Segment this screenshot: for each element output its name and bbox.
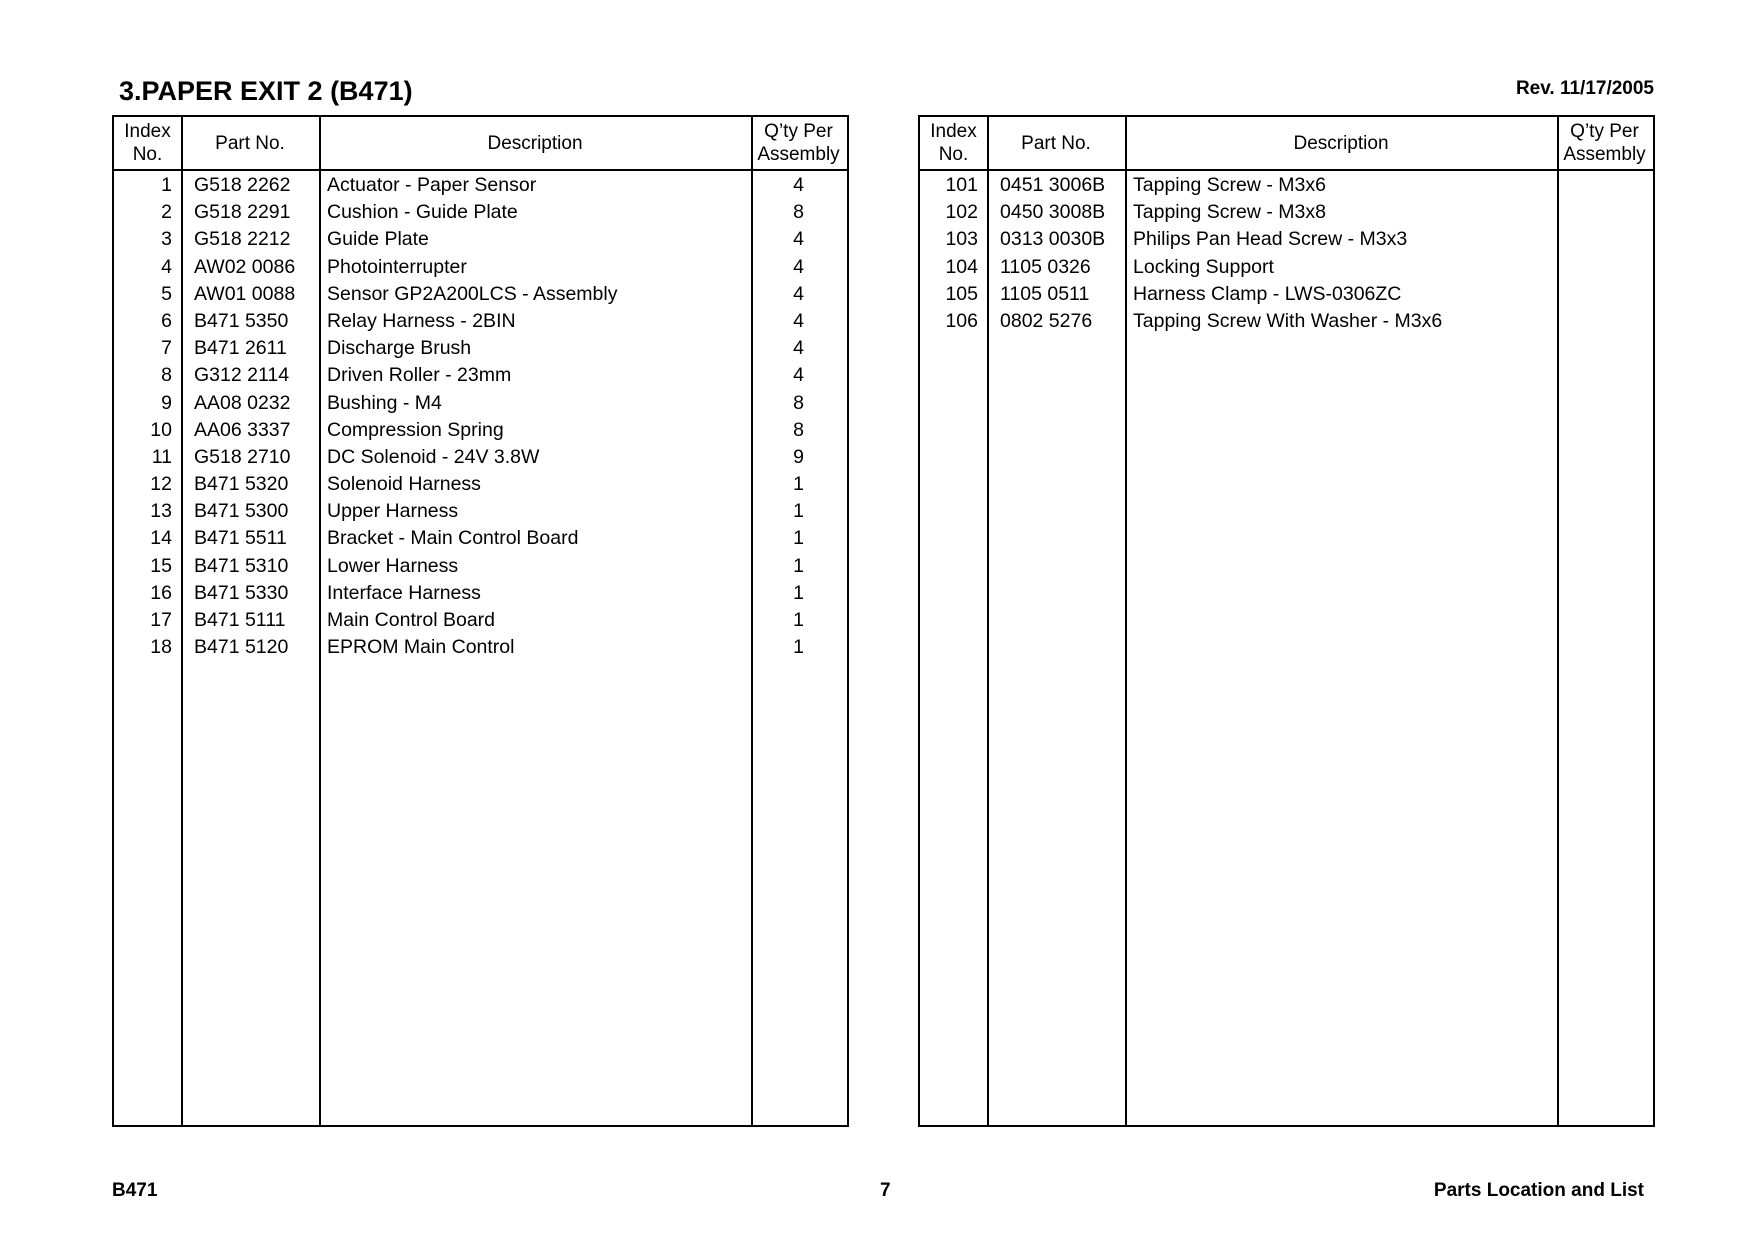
cell-qty <box>1557 172 1652 199</box>
cell-part-no: 1105 0511 <box>1000 282 1090 305</box>
table-row <box>920 308 1653 335</box>
cell-description: Main Control Board <box>327 609 495 631</box>
cell-part-no: 1105 0326 <box>1000 255 1091 278</box>
table-row <box>114 444 847 471</box>
cell-description: DC Solenoid - 24V 3.8W <box>327 445 540 468</box>
header-qty-line2: Assembly <box>757 144 840 165</box>
parts-table-left <box>112 115 849 1127</box>
header-qty-line2: Assembly <box>1563 144 1646 165</box>
cell-part-no: G518 2262 <box>194 174 291 196</box>
table-row <box>114 607 847 634</box>
cell-index: 9 <box>161 391 172 414</box>
cell-qty: 4 <box>793 228 804 251</box>
footer-model: B471 <box>112 1180 158 1201</box>
cell-qty <box>1557 226 1652 253</box>
header-divider <box>920 169 1653 171</box>
cell-description: Bushing - M4 <box>327 391 442 414</box>
cell-part-no: B471 5120 <box>194 636 289 659</box>
cell-qty: 1 <box>793 473 804 496</box>
cell-qty: 8 <box>793 201 804 224</box>
footer-section: Parts Location and List <box>1433 1180 1644 1201</box>
cell-index: 14 <box>150 527 172 550</box>
table-row <box>114 525 847 552</box>
table-row <box>920 281 1653 308</box>
table-row <box>114 553 847 580</box>
footer-page-number: 7 <box>880 1180 891 1201</box>
table-row <box>114 226 847 253</box>
cell-description: Cushion - Guide Plate <box>327 201 518 224</box>
cell-part-no: B471 5350 <box>194 309 289 332</box>
header-index-line2: No. <box>938 144 969 165</box>
parts-table-right <box>918 115 1655 1127</box>
cell-description: Bracket - Main Control Board <box>327 527 579 550</box>
table-row <box>114 390 847 417</box>
cell-index: 16 <box>150 581 172 604</box>
cell-part-no: B471 5111 <box>194 609 286 631</box>
cell-qty: 1 <box>793 527 804 550</box>
table-row <box>114 580 847 607</box>
cell-description: Relay Harness - 2BIN <box>327 309 516 332</box>
cell-description: Driven Roller - 23mm <box>327 364 512 387</box>
table-row <box>114 335 847 362</box>
cell-part-no: G518 2212 <box>194 228 291 251</box>
header-index-line1: Index <box>930 121 977 142</box>
cell-part-no: G518 2710 <box>194 445 291 468</box>
header-index <box>114 117 181 169</box>
cell-index: 17 <box>150 609 172 631</box>
revision-date: Rev. 11/17/2005 <box>1515 78 1654 99</box>
cell-part-no: B471 5330 <box>194 581 289 604</box>
cell-index: 6 <box>161 309 172 332</box>
cell-index: 5 <box>161 282 172 305</box>
cell-description: Sensor GP2A200LCS - Assembly <box>327 282 618 305</box>
header-index <box>920 117 987 169</box>
cell-part-no: B471 2611 <box>194 337 287 360</box>
table-row <box>114 199 847 226</box>
cell-description: Solenoid Harness <box>327 473 481 496</box>
cell-description: Tapping Screw - M3x6 <box>1133 174 1326 196</box>
cell-part-no: B471 5511 <box>194 527 287 550</box>
cell-index: 7 <box>161 337 172 360</box>
cell-part-no: AW02 0086 <box>194 255 296 278</box>
cell-description: Actuator - Paper Sensor <box>327 174 537 196</box>
cell-qty: 4 <box>793 174 804 196</box>
cell-part-no: AW01 0088 <box>194 282 296 305</box>
cell-qty: 1 <box>793 636 804 659</box>
cell-part-no: B471 5300 <box>194 500 289 523</box>
table-row <box>114 498 847 525</box>
header-qty-line1: Q’ty Per <box>764 121 833 142</box>
header-part-no: Part No. <box>1021 132 1091 154</box>
cell-index: 15 <box>150 554 172 577</box>
cell-description: Photointerrupter <box>327 255 467 278</box>
cell-index: 11 <box>151 445 172 468</box>
cell-qty: 1 <box>793 554 804 577</box>
cell-qty: 9 <box>793 445 804 468</box>
cell-index: 101 <box>945 174 978 196</box>
cell-part-no: AA06 3337 <box>194 418 291 441</box>
cell-qty: 8 <box>793 418 804 441</box>
cell-index: 3 <box>161 228 172 251</box>
cell-qty <box>1557 308 1652 335</box>
table-row <box>114 471 847 498</box>
cell-qty: 1 <box>793 609 804 631</box>
table-body-left <box>114 172 847 661</box>
table-row <box>114 308 847 335</box>
table-body-right <box>920 172 1653 335</box>
header-divider <box>114 169 847 171</box>
header-qty <box>751 117 846 169</box>
cell-part-no: B471 5310 <box>194 554 289 577</box>
cell-part-no: 0802 5276 <box>1000 309 1093 332</box>
header-part-no: Part No. <box>215 132 285 154</box>
table-row <box>114 362 847 389</box>
cell-description: Compression Spring <box>327 418 504 441</box>
cell-qty <box>1557 254 1652 281</box>
cell-qty: 1 <box>793 500 804 523</box>
cell-index: 2 <box>161 201 172 224</box>
cell-part-no: G312 2114 <box>194 364 290 387</box>
cell-description: Tapping Screw With Washer - M3x6 <box>1133 309 1443 332</box>
cell-qty: 4 <box>793 364 804 387</box>
cell-index: 103 <box>945 228 978 251</box>
cell-index: 104 <box>945 255 978 278</box>
header-qty-line1: Q’ty Per <box>1570 121 1639 142</box>
table-row <box>114 634 847 661</box>
cell-index: 12 <box>150 473 172 496</box>
header-index-line1: Index <box>124 121 171 142</box>
cell-description: Upper Harness <box>327 500 459 523</box>
cell-index: 106 <box>945 309 978 332</box>
cell-index: 4 <box>161 255 172 278</box>
header-description: Description <box>487 132 583 154</box>
table-row <box>114 281 847 308</box>
table-row <box>114 254 847 281</box>
cell-qty <box>1557 281 1652 308</box>
cell-qty: 1 <box>793 581 804 604</box>
table-row <box>920 226 1653 253</box>
cell-index: 13 <box>150 500 172 523</box>
cell-part-no: G518 2291 <box>194 201 291 224</box>
cell-part-no: AA08 0232 <box>194 391 291 414</box>
cell-qty: 4 <box>793 337 804 360</box>
cell-qty: 4 <box>793 309 804 332</box>
table-row <box>920 172 1653 199</box>
cell-description: Locking Support <box>1133 255 1274 278</box>
cell-index: 105 <box>945 282 978 305</box>
cell-part-no: B471 5320 <box>194 473 289 496</box>
cell-description: Interface Harness <box>327 581 481 604</box>
header-index-line2: No. <box>132 144 163 165</box>
table-row <box>920 254 1653 281</box>
cell-part-no: 0450 3008B <box>1000 201 1106 224</box>
cell-index: 1 <box>161 174 172 196</box>
cell-part-no: 0313 0030B <box>1000 228 1106 251</box>
cell-description: Harness Clamp - LWS-0306ZC <box>1133 282 1402 305</box>
page-title: 3.PAPER EXIT 2 (B471) <box>119 76 413 106</box>
cell-index: 8 <box>161 364 172 387</box>
cell-description: EPROM Main Control <box>327 636 515 659</box>
cell-qty: 4 <box>793 282 804 305</box>
cell-description: Guide Plate <box>327 228 429 251</box>
cell-description: Lower Harness <box>327 554 459 577</box>
cell-index: 102 <box>945 201 978 224</box>
header-description: Description <box>1293 132 1389 154</box>
table-row <box>114 172 847 199</box>
cell-part-no: 0451 3006B <box>1000 174 1106 196</box>
cell-index: 10 <box>150 418 172 441</box>
cell-description: Philips Pan Head Screw - M3x3 <box>1133 228 1408 251</box>
cell-qty: 4 <box>793 255 804 278</box>
cell-qty: 8 <box>793 391 804 414</box>
table-row <box>114 417 847 444</box>
table-row <box>920 199 1653 226</box>
cell-qty <box>1557 199 1652 226</box>
cell-index: 18 <box>150 636 172 659</box>
cell-description: Tapping Screw - M3x8 <box>1133 201 1326 224</box>
header-qty <box>1557 117 1652 169</box>
cell-description: Discharge Brush <box>327 337 472 360</box>
